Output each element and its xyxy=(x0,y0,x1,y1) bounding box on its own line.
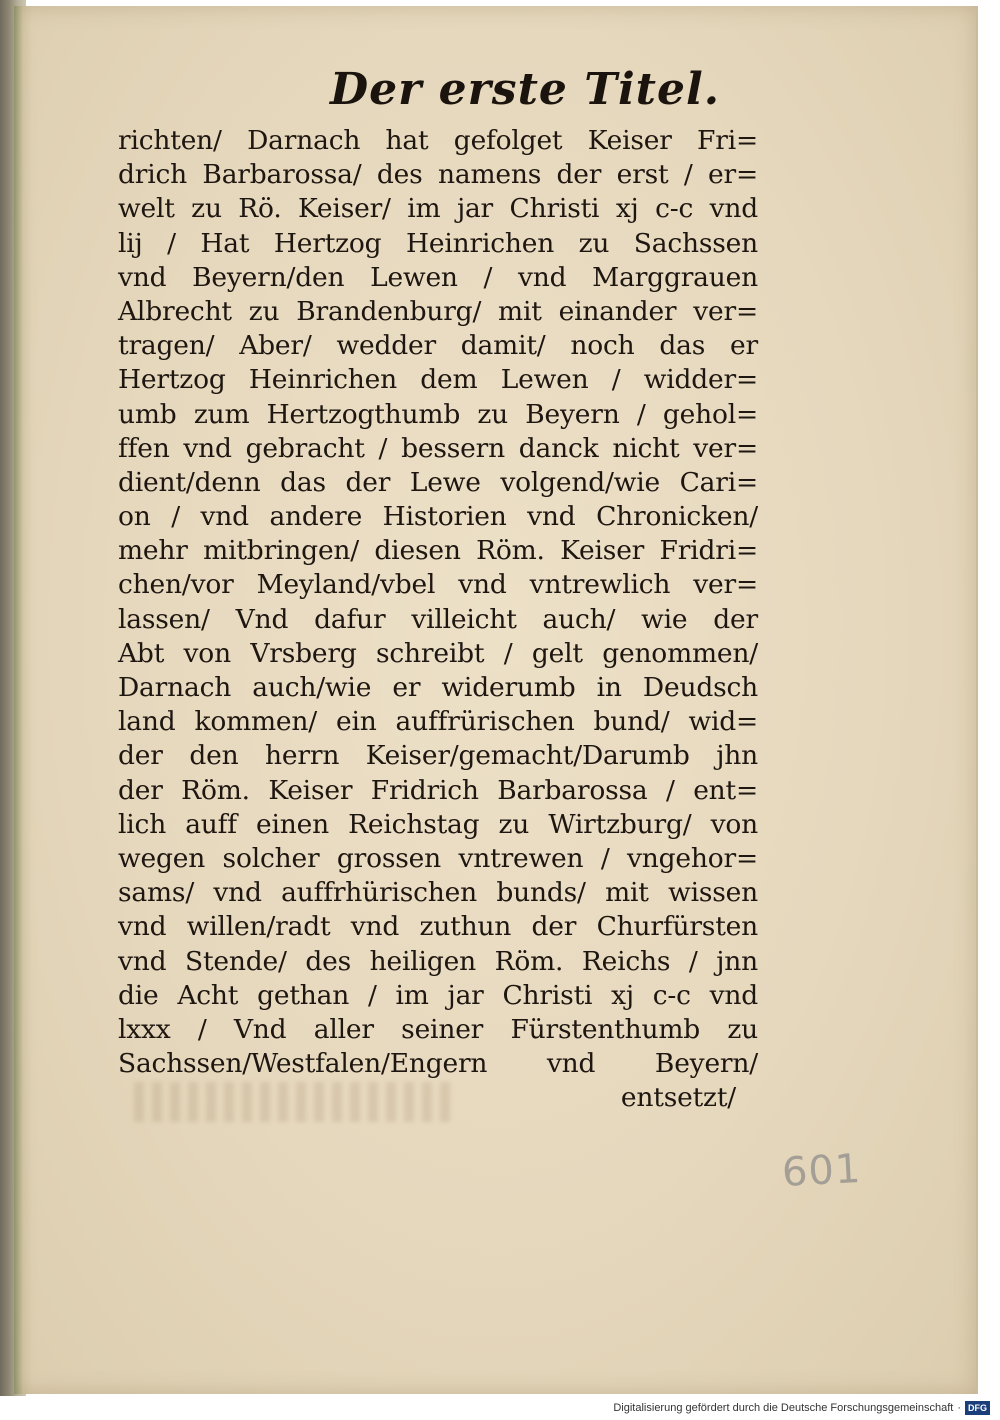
ink-bleed-through xyxy=(134,1082,454,1122)
text-line: tragen/ Aber/ wedder damit/ noch das er xyxy=(118,330,758,362)
text-line: Hertzog Heinrichen dem Lewen / widder= xyxy=(118,364,758,396)
dfg-logo-icon: DFG xyxy=(965,1401,990,1415)
text-line: lassen/ Vnd dafur villeicht auch/ wie der xyxy=(118,603,758,635)
text-line: dient/denn das der Lewe volgend/wie Cari= xyxy=(118,466,758,498)
text-line: lij / Hat Hertzog Heinrichen zu Sachssen xyxy=(118,227,758,259)
catchword: entsetzt/ xyxy=(620,1082,736,1114)
text-line: chen/vor Meyland/vbel vnd vntrewlich ver= xyxy=(118,569,758,601)
text-line: drich Barbarossa/ des namens der erst / er= xyxy=(118,159,758,191)
text-block xyxy=(118,124,758,1115)
text-line: die Acht gethan / im jar Christi xj c-c vnd xyxy=(118,979,758,1011)
text-line: umb zum Hertzogthumb zu Beyern / gehol= xyxy=(118,398,758,430)
text-line: Darnach auch/wie er widerumb in Deudsch xyxy=(118,672,758,703)
text-line: der Röm. Keiser Fridrich Barbarossa / ent= xyxy=(118,774,758,806)
text-line: ffen vnd gebracht / bessern danck nicht ver= xyxy=(118,432,758,464)
text-line: der den herrn Keiser/gemacht/Darumb jhn xyxy=(118,740,758,772)
text-line: Abt von Vrsberg schreibt / gelt genommen/ xyxy=(118,637,758,669)
text-line: sams/ vnd auffrhürischen bunds/ mit wissen xyxy=(118,877,758,909)
running-head: Der erste Titel. xyxy=(329,64,721,115)
text-line: richten/ Darnach hat gefolget Keiser Fri= xyxy=(118,125,758,156)
text-line: mehr mitbringen/ diesen Röm. Keiser Fridri= xyxy=(118,535,758,567)
text-line: vnd willen/radt vnd zuthun der Churfürsten xyxy=(118,911,758,943)
credit-separator: · xyxy=(957,1402,961,1414)
text-line: vnd Beyern/den Lewen / vnd Marggrauen xyxy=(118,261,758,293)
digitization-credit xyxy=(613,1398,990,1418)
text-line: vnd Stende/ des heiligen Röm. Reichs / jnn xyxy=(118,945,758,977)
text-line: lich auff einen Reichstag zu Wirtzburg/ von xyxy=(118,808,758,840)
book-page xyxy=(14,6,978,1394)
text-line: lxxx / Vnd aller seiner Fürstenthumb zu xyxy=(118,1013,758,1045)
credit-text: Digitalisierung gefördert durch die Deutsche Forschungsgemeinschaft xyxy=(613,1402,954,1414)
pencil-page-number: 601 xyxy=(780,1145,863,1197)
text-line: on / vnd andere Historien vnd Chronicken/ xyxy=(118,501,758,533)
text-line: wegen solcher grossen vntrewen / vngehor= xyxy=(118,842,758,874)
text-line: Sachssen/Westfalen/Engern vnd Beyern/ xyxy=(118,1048,758,1080)
text-line: Albrecht zu Brandenburg/ mit einander ver= xyxy=(118,295,758,327)
text-line: land kommen/ ein auffrürischen bund/ wid= xyxy=(118,706,758,738)
text-line: welt zu Rö. Keiser/ im jar Christi xj c-c vnd xyxy=(118,193,758,225)
